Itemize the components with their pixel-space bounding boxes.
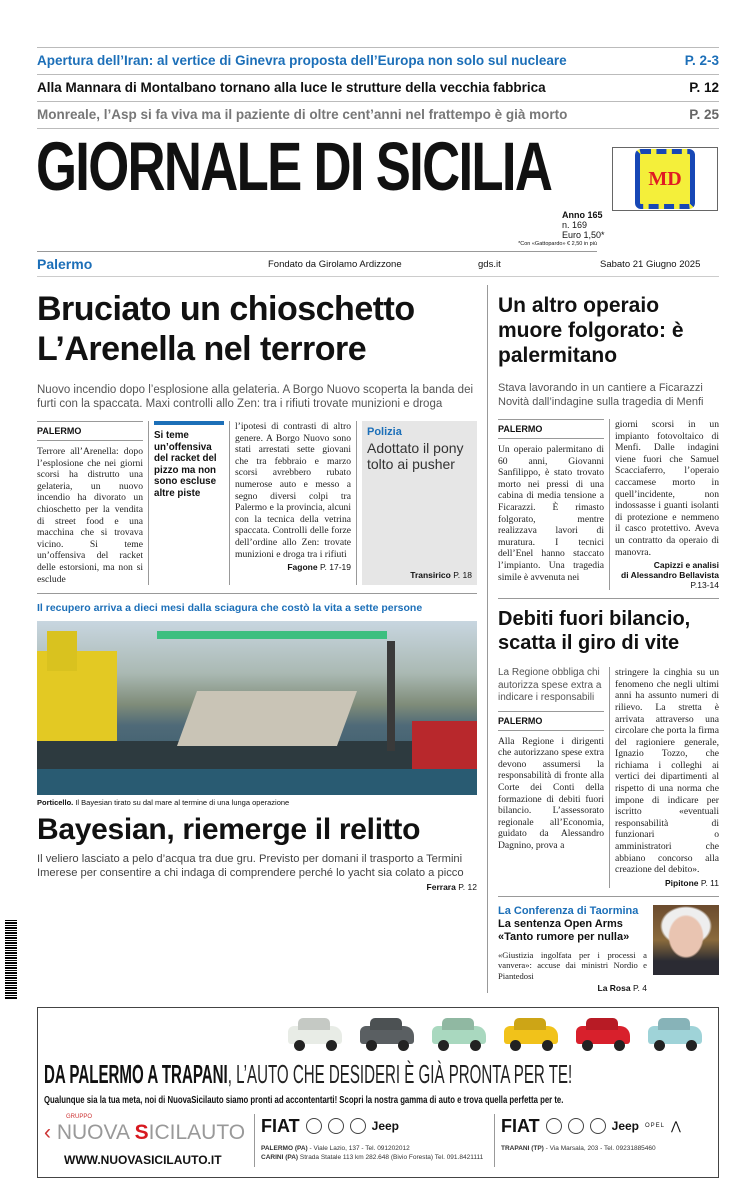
masthead-issue bbox=[562, 210, 605, 240]
car-image bbox=[646, 1016, 704, 1052]
teaser-page: P. 25 bbox=[689, 107, 719, 122]
ad-subline: Qualunque sia la tua meta, noi di NuovaSicilauto siamo pronti ad accontentarti! Scopri la nostra gamma di auto e trova quella perfetta per te. bbox=[44, 1094, 564, 1107]
teaser-page: P. 12 bbox=[689, 80, 719, 95]
barcode bbox=[5, 920, 17, 1000]
lead-headline[interactable] bbox=[37, 285, 477, 369]
ad-subline-wrap bbox=[44, 1090, 712, 1107]
photo-caption bbox=[37, 798, 477, 808]
page-ref: P.13-14 bbox=[690, 580, 719, 591]
byline bbox=[615, 878, 719, 888]
crane-mast bbox=[387, 641, 395, 751]
byline bbox=[235, 562, 351, 572]
teaser-monreale[interactable] bbox=[37, 101, 719, 128]
debiti-column-2: stringere la cinghia su un fenomeno che negli ultimi anni ha assunto numeri di rilievo. La stretta è arrivata attraverso una circolare che porta la firma del ragioniere generale, Ignazio Tozzo, che richiama i colleghi ai vertici dei dipartimenti al rispetto di una norma che impone di indicare per iscritto «eventuali responsabilità di funzionari o amministratori che abbiano concorso alla creazione del debito». bbox=[615, 667, 719, 876]
logo-part: S bbox=[134, 1121, 149, 1145]
operaio-headline[interactable]: Un altro operaio muore folgorato: è palermitano bbox=[498, 294, 684, 367]
logo-part: NUOVA bbox=[56, 1121, 135, 1145]
advertisement-nuovasicilauto[interactable] bbox=[37, 1007, 719, 1178]
page-ref: P. 17-19 bbox=[319, 562, 351, 573]
byline bbox=[37, 882, 477, 892]
bayesian-photo[interactable] bbox=[37, 621, 477, 795]
ad-headline bbox=[44, 1058, 572, 1090]
operaio-deck: Stava lavorando in un cantiere a Ficarazzi Novità dall’indagine sulla tragedia di Menfi bbox=[498, 382, 704, 408]
author: Capizzi e analisi bbox=[653, 560, 719, 571]
headline-line: L’Arenella nel terrore bbox=[37, 330, 367, 368]
bayesian-overline: Il recupero arriva a dieci mesi dalla sciagura che costò la vita a sette persone bbox=[37, 602, 423, 615]
teaser-text: Alla Mannara di Montalbano tornano alla luce le strutture della vecchia fabbrica bbox=[37, 80, 546, 95]
opel-logo: OPEL bbox=[645, 1123, 666, 1130]
location-label: PALERMO (PA) bbox=[261, 1145, 308, 1153]
alfa-romeo-logo bbox=[546, 1118, 562, 1134]
divider bbox=[37, 593, 477, 594]
ad-headline-wrap bbox=[44, 1058, 712, 1090]
anno: Anno 165 bbox=[562, 210, 603, 220]
operaio-column-1: Un operaio palermitano di 60 anni, Giovanni Sanfilippo, è stato trovato morto nei pressi di una cabina di media tensione a Ficarazzi. È rimasto folgorato, mentre realizzava lavori di muratura. I tecnici dell’Enel hanno staccato l’impianto. Una tragedia simile è avvenuta nei bbox=[498, 444, 604, 583]
masthead-title: GIORNALE DI SICILIA bbox=[36, 129, 552, 206]
location-label: TRAPANI (TP) bbox=[501, 1145, 544, 1153]
operaio-cell-2 bbox=[615, 419, 719, 590]
lead-cell-2 bbox=[154, 421, 230, 585]
prezzo: Euro 1,50* bbox=[562, 230, 605, 240]
address: Strada Statale 113 km 282.648 (Bivio Foresta) Tel. 091.8421111 bbox=[298, 1154, 484, 1162]
headline-line: «Tanto rumore per nulla» bbox=[498, 930, 630, 943]
teaser-page: P. 2-3 bbox=[684, 53, 719, 68]
accent-bar bbox=[154, 421, 224, 425]
nuovasicilauto-logo: ‹ NUOVA SICILAUTO bbox=[44, 1121, 246, 1145]
lead-cell-4 bbox=[362, 421, 477, 585]
car-image bbox=[286, 1016, 344, 1052]
headline-line: Bruciato un chioschetto bbox=[37, 290, 415, 328]
wreck bbox=[177, 691, 357, 746]
author: Fagone bbox=[287, 562, 318, 573]
lead-column-1: Terrore all’Arenella: dopo l’esplosione che nei giorni scorsi ha distrutto una gelateria, un nuovo incendio ha divorato un chioschetto per la vendita di street food e una macchina che si trovava vicino. Si teme un’offensiva del racket delle estorsioni, ma non si esclude bbox=[37, 446, 143, 585]
md-logo-text: MD bbox=[635, 149, 695, 209]
logo-part: ICILAUTO bbox=[148, 1121, 246, 1145]
gruppo-label: GRUPPO bbox=[66, 1114, 93, 1121]
page-ref: P. 11 bbox=[700, 877, 719, 888]
divider bbox=[498, 896, 719, 897]
caption-text: Il Bayesian tirato su dal mare al termine di una lunga operazione bbox=[73, 798, 290, 808]
abarth-logo bbox=[350, 1118, 366, 1134]
numero: n. 169 bbox=[562, 220, 588, 230]
author: Pipitone bbox=[664, 877, 699, 888]
teaser-text: Apertura dell’Iran: al vertice di Ginevra proposta dell’Europa non solo sul nucleare bbox=[37, 53, 567, 68]
abarth-logo bbox=[590, 1118, 606, 1134]
debiti-cell-2 bbox=[615, 667, 719, 888]
teaser-list bbox=[37, 47, 719, 129]
divider bbox=[37, 251, 597, 252]
dealer-addresses-palermo bbox=[261, 1144, 494, 1162]
debiti-columns bbox=[498, 667, 719, 888]
address: - Viale Lazio, 137 - Tel. 091202012 bbox=[307, 1145, 410, 1153]
summary: «Giustizia ingolfata per i processi a vanvera»: accuse dai ministri Nordio e Piantedosi bbox=[498, 949, 647, 981]
dealer-address-trapani bbox=[501, 1144, 712, 1153]
author: La Rosa bbox=[597, 983, 631, 994]
ad-headline-bold: DA PALERMO A TRAPANI bbox=[44, 1059, 228, 1090]
lead-cell-1 bbox=[37, 421, 149, 585]
tug-boat bbox=[412, 721, 477, 776]
sea bbox=[37, 769, 477, 795]
jeep-logo: Jeep bbox=[371, 1119, 400, 1134]
author: Ferrara bbox=[426, 882, 456, 893]
lancia-logo bbox=[328, 1118, 344, 1134]
edition-city: Palermo bbox=[37, 256, 93, 272]
founder-line: Fondato da Girolamo Ardizzone bbox=[268, 259, 402, 270]
car-image bbox=[502, 1016, 560, 1052]
price-note: *Con «Gattopardo» € 2,50 in più bbox=[518, 241, 597, 247]
alfa-romeo-logo bbox=[306, 1118, 322, 1134]
brand-logos-trapani bbox=[501, 1114, 712, 1138]
car-image bbox=[574, 1016, 632, 1052]
byline bbox=[498, 983, 647, 993]
ad-palermo-cell bbox=[254, 1114, 494, 1167]
lead-columns bbox=[37, 421, 477, 585]
byline bbox=[615, 560, 719, 590]
debiti-column-1: Alla Regione i dirigenti che autorizzano spese extra devono assumersi la responsabilità di fronte alla Corte dei Conti della formazione di debiti fuori bilancio. L’assessorato regionale all’Economia, guidato da Alessandro Dagnino, prova a bbox=[498, 735, 604, 851]
fiat-logo: FIAT bbox=[261, 1115, 300, 1136]
debiti-deck: La Regione obbliga chi autorizza spese extra a indicare i responsabili bbox=[498, 667, 602, 704]
teaser-text: Monreale, l’Asp si fa viva ma il paziente di oltre cent’anni nel frattempo è già morto bbox=[37, 107, 568, 122]
operaio-column-2: giorni scorsi in un impianto fotovoltaico di Menfi. Dalle indagini viene fuori che Samuel Scacciaferro, l’operaio caccamese morto in quell’incidente, non indossasse i guanti isolanti di protezione e nemmeno il casco protettivo. Aveva un contratto da operaio di manovra. bbox=[615, 419, 719, 558]
crane-tower bbox=[47, 631, 77, 671]
ad-footer bbox=[44, 1114, 712, 1167]
ad-website[interactable]: WWW.NUOVASICILAUTO.IT bbox=[64, 1153, 222, 1168]
bayesian-deck: Il veliero lasciato a pelo d’acqua tra due gru. Previsto per domani il trasporto a Termini Imerese per consentire a chi indaga di comprendere perché lo yacht sia colato a picco bbox=[37, 853, 464, 880]
lead-deck: Nuovo incendio dopo l’esplosione alla gelateria. A Borgo Nuovo scoperta la banda dei furti con la spaccata. Maxi controlli allo Zen: tra i rifiuti trovate munizioni e droga bbox=[37, 384, 474, 410]
caption-place: Porticello. bbox=[37, 798, 74, 808]
ad-trapani-cell bbox=[494, 1114, 712, 1167]
taormina-row bbox=[498, 905, 719, 994]
bayesian-headline[interactable]: Bayesian, riemerge il relitto bbox=[37, 813, 421, 847]
location-label: CARINI (PA) bbox=[261, 1154, 299, 1162]
author: di Alessandro Bellavista bbox=[621, 570, 719, 581]
divider bbox=[498, 598, 719, 599]
debiti-headline[interactable]: Debiti fuori bilancio, scatta il giro di vite bbox=[498, 608, 691, 655]
lead-cell-3 bbox=[235, 421, 357, 585]
box-title: Adottato il pony tolto ai pusher bbox=[367, 440, 464, 472]
ad-headline-rest: , L’AUTO CHE DESIDERI È GIÀ PRONTA PER TE! bbox=[227, 1059, 573, 1090]
issue-date: Sabato 21 Giugno 2025 bbox=[600, 259, 701, 270]
teaser-iran[interactable] bbox=[37, 47, 719, 74]
ad-brand-cell bbox=[44, 1114, 254, 1167]
md-sponsor-logo[interactable] bbox=[612, 147, 718, 211]
kicker: PALERMO bbox=[37, 421, 143, 441]
author: Transirico bbox=[410, 570, 451, 581]
debiti-cell-1 bbox=[498, 667, 610, 888]
car-lineup bbox=[44, 1016, 712, 1052]
citroen-logo: ⋀ bbox=[671, 1119, 681, 1134]
lead-column-3: l’ipotesi di contrasti di altro genere. A Borgo Nuovo sono stati arrestati sette giovani che tra febbraio e marzo scorsi avrebbero rubato numerose auto e messo a segno diversi colpi tra Palermo e la provincia, alcuni con la tecnica della vetrina spaccata. Controlli delle forze dell’ordine allo Zen: trovate munizioni e droga tra i rifiuti bbox=[235, 421, 351, 560]
car-image bbox=[430, 1016, 488, 1052]
jeep-logo: Jeep bbox=[611, 1119, 640, 1134]
headline-line: La sentenza Open Arms bbox=[498, 917, 623, 930]
kicker: La Conferenza di Taormina bbox=[498, 904, 639, 917]
car-image bbox=[358, 1016, 416, 1052]
address: - Via Marsala, 203 - Tel. 09231885460 bbox=[543, 1145, 656, 1153]
portrait-photo bbox=[653, 905, 719, 975]
divider bbox=[37, 276, 719, 277]
operaio-columns bbox=[498, 419, 719, 590]
box-polizia[interactable] bbox=[362, 421, 477, 585]
pull-quote: Si teme un’offensiva del racket del pizzo ma non sono escluse altre piste bbox=[154, 430, 217, 499]
page-ref: P. 12 bbox=[458, 882, 477, 893]
page-ref: P. 18 bbox=[453, 570, 472, 581]
page-ref: P. 4 bbox=[632, 983, 647, 994]
taormina-item[interactable] bbox=[498, 905, 647, 994]
brand-logos-palermo bbox=[261, 1114, 494, 1138]
teaser-mannara[interactable] bbox=[37, 74, 719, 101]
crane-beam bbox=[157, 631, 387, 639]
lancia-logo bbox=[568, 1118, 584, 1134]
box-kicker: Polizia bbox=[367, 426, 402, 438]
website-link[interactable]: gds.it bbox=[478, 259, 501, 270]
kicker: PALERMO bbox=[498, 419, 604, 439]
byline bbox=[367, 570, 472, 580]
kicker: PALERMO bbox=[498, 711, 604, 731]
operaio-cell-1 bbox=[498, 419, 610, 590]
fiat-logo: FIAT bbox=[501, 1115, 540, 1136]
